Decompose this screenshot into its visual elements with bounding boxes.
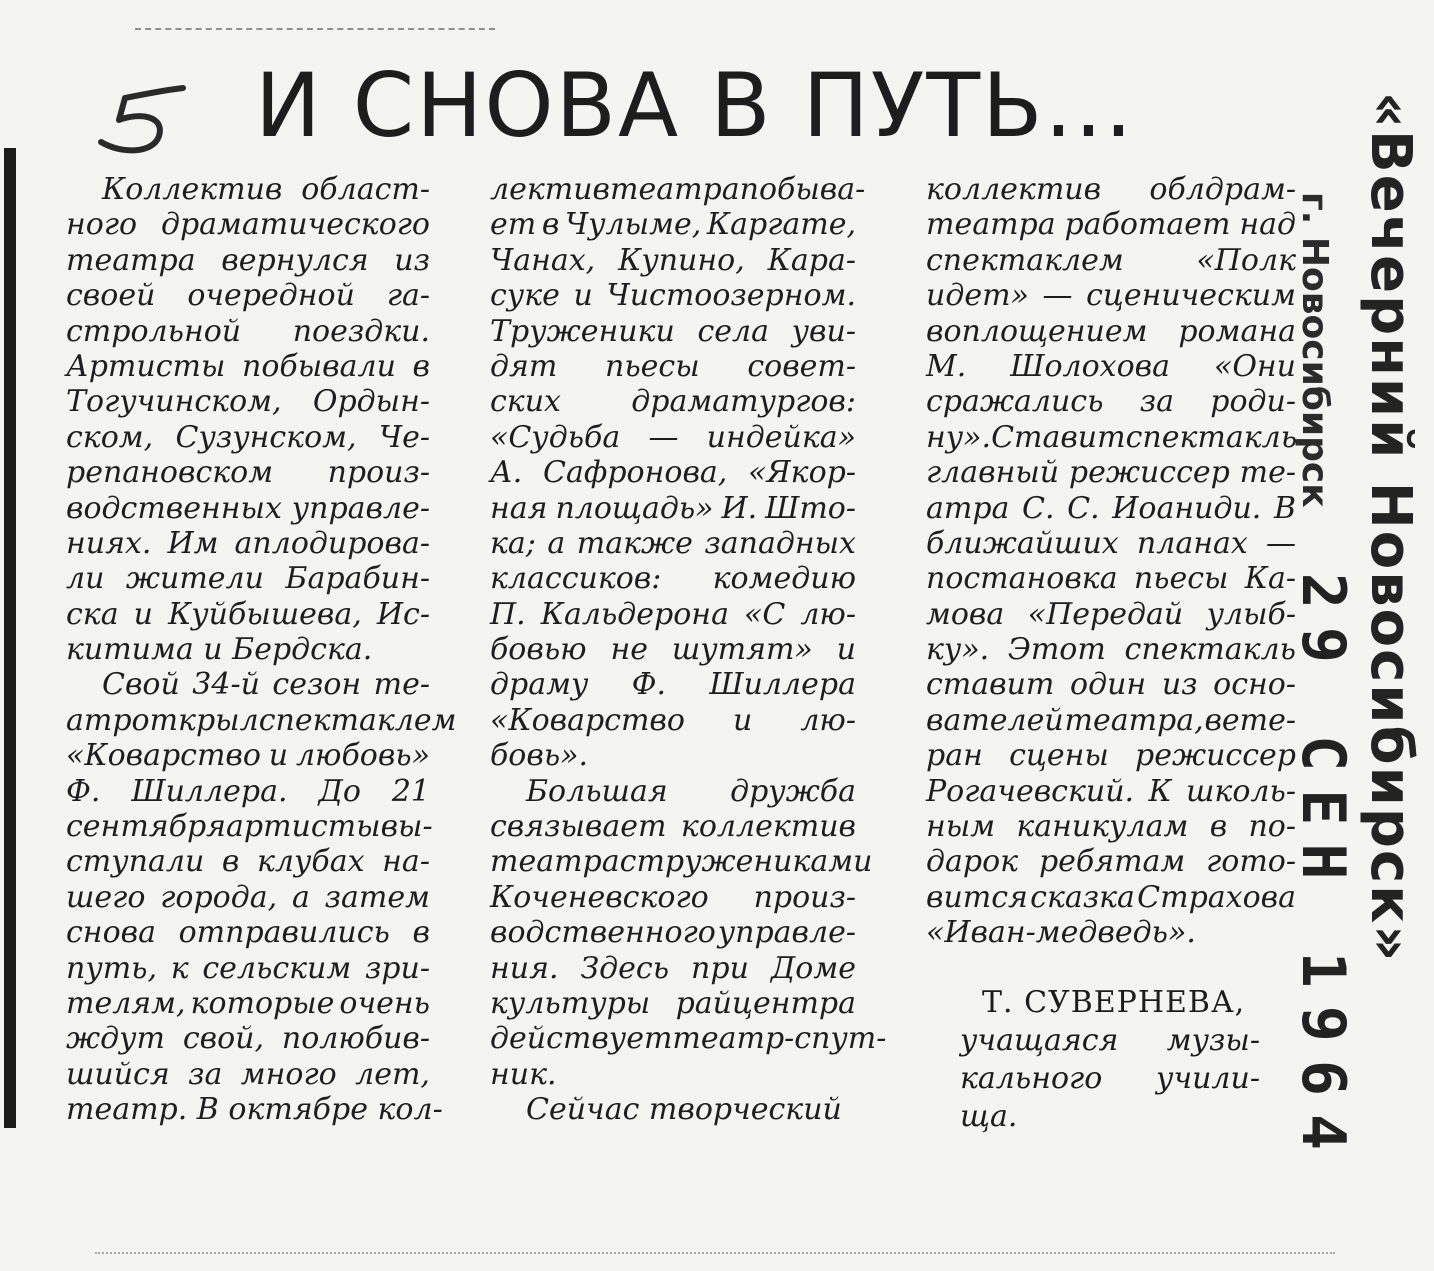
article-line: суке и Чистоозерном. (490, 278, 856, 314)
article-line: М. Шолохова «Они (926, 348, 1296, 384)
bottom-clipping-border (95, 1252, 1335, 1254)
article-column-3 (926, 172, 1296, 951)
article-line: ближайших планах — (926, 525, 1296, 561)
stamp-city: г. Новосибирск (1294, 191, 1335, 508)
article-line: связывает коллектив (490, 809, 856, 845)
article-line: мова «Передай улыб- (926, 596, 1296, 632)
article-line: Свой 34-й сезон те- (102, 667, 430, 703)
article-line: П. Кальдерона «С лю- (490, 596, 856, 632)
article-line: репановском произ- (66, 455, 430, 491)
article-line: ния. Здесь при Доме (490, 950, 856, 986)
stamp-date: 29 СЕН 1964 (1288, 572, 1358, 1169)
article-line: Большая дружба (526, 773, 856, 809)
article-line: коллектив облдрам- (926, 172, 1296, 207)
article-line: воплощением романа (926, 313, 1296, 349)
article-line: бовью не шутят» и (490, 632, 856, 668)
stamp-newspaper-name: «Вечерний Новосибирск» (1358, 91, 1423, 964)
article-line: ная площадь» И. Што- (490, 490, 856, 526)
article-line: «Судьба — индейка» (490, 419, 856, 455)
article-line: «Иван-медведь». (926, 915, 1196, 951)
article-line: театра вернулся из (66, 242, 430, 278)
article-line: театр. В октябре кол- (66, 1092, 443, 1128)
article-line: водственных управле- (66, 490, 430, 526)
article-line: путь, к сельским зри- (66, 950, 430, 986)
article-line: Чанах, Купино, Кара- (490, 242, 856, 278)
article-line: китима и Бердска. (66, 632, 373, 668)
article-line: Тогучинском, Ордын- (66, 384, 430, 420)
article-line: ным каникулам в по- (926, 809, 1296, 845)
article-line: лектив театра побыва- (490, 172, 866, 207)
article-line: ран сцены режиссер (926, 738, 1296, 774)
article-line: культуры райцентра (490, 985, 856, 1021)
article-line: Рогачевский. К школь- (926, 773, 1296, 809)
article-line: ку». Этот спектакль (926, 632, 1296, 668)
author-name: Т. СУВЕРНЕВА, (982, 985, 1246, 1020)
article-line: шего города, а затем (66, 879, 430, 915)
article-line: «Коварство и лю- (490, 702, 856, 738)
article-line: своей очередной га- (66, 278, 430, 314)
article-line: Коченевского произ- (490, 879, 856, 915)
article-line: ниях. Им аплодирова- (66, 525, 430, 561)
article-line: ну». Ставит спектакль (926, 419, 1298, 455)
article-line: Ф. Шиллера. До 21 (66, 773, 430, 809)
article-line: А. Сафронова, «Якор- (490, 455, 856, 491)
author-role-line: ща. (960, 1099, 1018, 1134)
article-line: ка; а также западных (490, 525, 856, 561)
article-byline (960, 984, 1260, 1136)
article-line: действует театр-спут- (490, 1021, 887, 1057)
article-line: Труженики села уви- (490, 313, 856, 349)
article-line: строльной поездки. (66, 313, 430, 349)
article-line: театра с тружениками (490, 844, 873, 880)
article-line: атра С. С. Иоаниди. В (926, 490, 1296, 526)
article-line: ждут свой, полюбив- (66, 1021, 430, 1057)
article-line: шийся за много лет, (66, 1056, 430, 1092)
article-line: театра работает над (926, 207, 1296, 243)
article-title: И СНОВА В ПУТЬ... (255, 54, 1135, 157)
article-line: «Коварство и любовь» (66, 738, 430, 774)
author-role-line: кального учили- (960, 1061, 1260, 1096)
handwritten-page-number (85, 50, 205, 160)
article-line: сражались за роди- (926, 384, 1296, 420)
article-line: ли жители Барабин- (66, 561, 430, 597)
article-line: ет в Чулыме, Каргате, (490, 207, 856, 243)
article-line: ник. (490, 1056, 557, 1092)
article-line: ступали в клубах на- (66, 844, 430, 880)
article-column-1 (66, 172, 457, 1128)
article-line: главный режиссер те- (926, 455, 1296, 491)
article-line: ставит один из осно- (926, 667, 1296, 703)
article-column-2 (490, 172, 887, 1128)
article-line: Коллектив област- (102, 172, 430, 207)
article-line: телям, которые очень (66, 985, 430, 1021)
article-line: бовь». (490, 738, 589, 774)
article-line: постановка пьесы Ка- (926, 561, 1296, 597)
top-clipping-border (135, 28, 495, 30)
author-role-line: учащаяся музы- (960, 1023, 1260, 1058)
article-line: ска и Куйбышева, Ис- (66, 596, 430, 632)
article-line: драму Ф. Шиллера (490, 667, 856, 703)
article-line: ском, Сузунском, Че- (66, 419, 430, 455)
article-line: ного драматического (66, 207, 430, 243)
left-clipping-edge (4, 148, 16, 1128)
article-line: классиков: комедию (490, 561, 856, 597)
article-line: идет» — сценическим (926, 278, 1296, 314)
article-line: снова отправились в (66, 915, 430, 951)
article-line: ских драматургов: (490, 384, 856, 420)
article-line: атр открыл спектаклем (66, 702, 457, 738)
article-line: дят пьесы совет- (490, 348, 856, 384)
article-line: Сейчас творческий (526, 1092, 842, 1128)
newspaper-date-stamp (1275, 60, 1434, 1200)
article-line: спектаклем «Полк (926, 242, 1296, 278)
article-line: дарок ребятам гото- (926, 844, 1296, 880)
article-line: вателей театра, вете- (926, 702, 1296, 738)
article-line: сентября артисты вы- (66, 809, 433, 845)
article-line: вится сказка Страхова (926, 879, 1296, 915)
article-line: водственного управле- (490, 915, 856, 951)
article-line: Артисты побывали в (66, 348, 430, 384)
